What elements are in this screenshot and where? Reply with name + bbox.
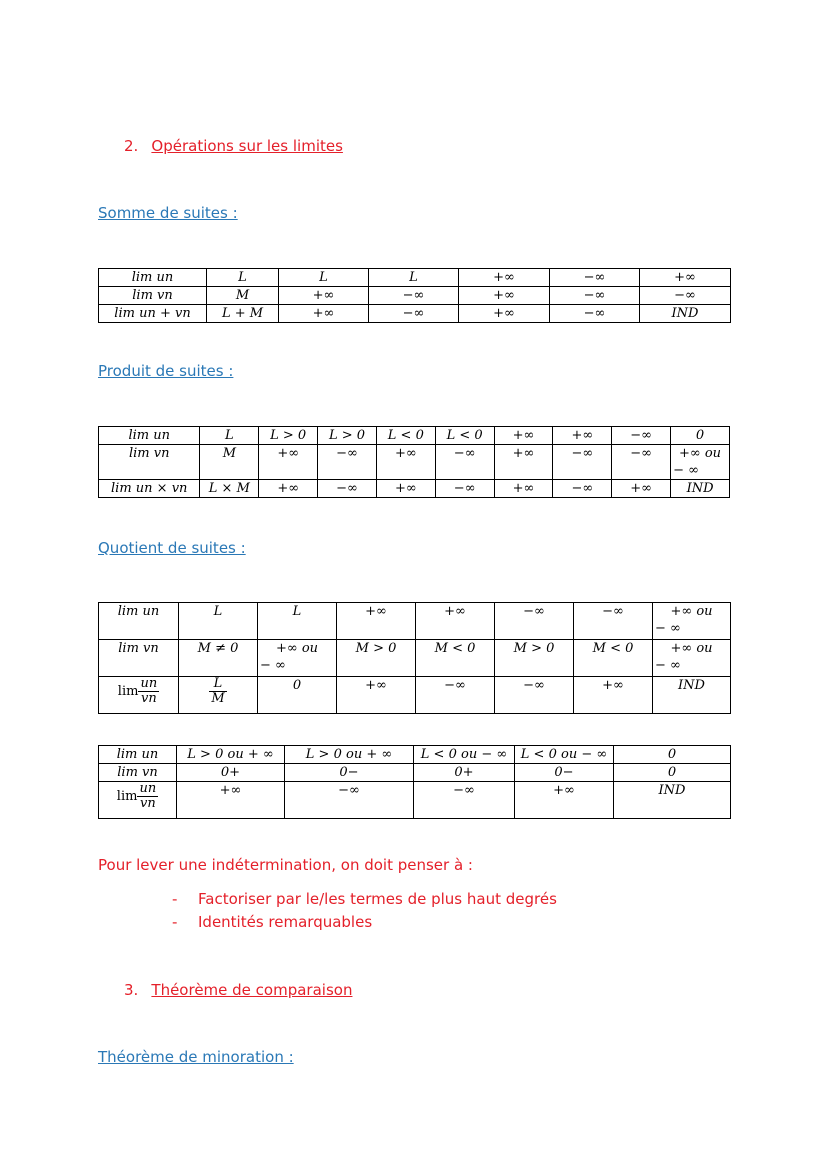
table-cell: −∞ xyxy=(416,677,495,714)
table-cell: −∞ xyxy=(369,287,459,305)
table-cell: −∞ xyxy=(414,782,515,819)
table-cell: −∞ xyxy=(495,677,574,714)
row-header-cell: lim $\frac{un}{vn}$ xyxy=(99,782,177,819)
indetermination-intro: Pour lever une indétermination, on doit penser à : xyxy=(98,856,473,874)
table-cell: L xyxy=(179,603,258,640)
quotient-heading: Quotient de suites : xyxy=(98,539,246,557)
row-lim-un xyxy=(99,427,730,445)
table-cell: L < 0 xyxy=(435,427,494,445)
table-cell: L < 0 xyxy=(376,427,435,445)
table-cell: +∞ xyxy=(259,480,318,498)
somme-heading: Somme de suites : xyxy=(98,204,238,222)
list-item xyxy=(172,913,557,936)
row-header-cell: lim un xyxy=(99,269,207,287)
row-lim-vn xyxy=(99,287,731,305)
table-cell: IND xyxy=(614,782,731,819)
row-lim-result xyxy=(99,480,730,498)
table-cell: L xyxy=(207,269,279,287)
row-lim-vn xyxy=(99,445,730,480)
table-cell: +∞ xyxy=(459,305,550,323)
row-header-cell: lim vn xyxy=(99,640,179,677)
bullet-dash: - xyxy=(172,890,178,908)
table-cell: +∞ xyxy=(494,445,553,480)
table-cell: 0 xyxy=(614,764,731,782)
table-cell: −∞ xyxy=(318,445,377,480)
table-cell: −∞ xyxy=(553,480,612,498)
table-cell: +∞ xyxy=(494,480,553,498)
table-cell: M < 0 xyxy=(416,640,495,677)
quotient-table-1 xyxy=(98,602,731,714)
table-cell: −∞ xyxy=(612,427,671,445)
table-cell: L xyxy=(200,427,259,445)
list-item-text: Factoriser par le/les termes de plus haut degrés xyxy=(198,890,557,908)
produit-table xyxy=(98,426,730,498)
table-cell: −∞ xyxy=(318,480,377,498)
table-cell: −∞ xyxy=(612,445,671,480)
table-cell: L > 0 ou + ∞ xyxy=(285,746,414,764)
row-header-cell: lim vn xyxy=(99,764,177,782)
row-lim-un xyxy=(99,603,731,640)
table-cell: +∞ xyxy=(279,305,369,323)
list-item xyxy=(172,890,557,913)
table-cell: +∞ ou − ∞ xyxy=(671,445,730,480)
section-3-heading xyxy=(124,980,352,999)
table-cell: L < 0 ou − ∞ xyxy=(515,746,614,764)
table-cell: −∞ xyxy=(435,480,494,498)
table-cell: M xyxy=(207,287,279,305)
fraction: $\frac{un}{vn}$ xyxy=(140,676,158,706)
table-cell: +∞ xyxy=(640,269,731,287)
table-cell: +∞ ou − ∞ xyxy=(653,603,731,640)
table-cell: +∞ xyxy=(376,445,435,480)
section-3-number: 3. xyxy=(124,981,139,999)
table-cell xyxy=(179,677,258,714)
table-cell: −∞ xyxy=(640,287,731,305)
fraction: $\frac{L}{M}$ xyxy=(211,676,225,706)
table-cell: −∞ xyxy=(285,782,414,819)
table-cell: 0− xyxy=(285,764,414,782)
table-cell: IND xyxy=(640,305,731,323)
table-cell: L > 0 xyxy=(259,427,318,445)
table-cell: −∞ xyxy=(550,269,640,287)
row-header-cell: lim un xyxy=(99,746,177,764)
table-cell: M xyxy=(200,445,259,480)
row-header-cell: lim $\frac{un}{vn}$ xyxy=(99,677,179,714)
table-cell: +∞ xyxy=(337,603,416,640)
table-cell: +∞ xyxy=(553,427,612,445)
table-cell: L × M xyxy=(200,480,259,498)
table-cell: +∞ xyxy=(459,269,550,287)
bullet-dash: - xyxy=(172,913,178,931)
row-lim-un xyxy=(99,746,731,764)
table-cell: 0 xyxy=(671,427,730,445)
row-lim-vn xyxy=(99,640,731,677)
row-lim-vn xyxy=(99,764,731,782)
table-cell: +∞ xyxy=(177,782,285,819)
list-item-text: Identités remarquables xyxy=(198,913,373,931)
table-cell: L xyxy=(279,269,369,287)
table-cell: −∞ xyxy=(553,445,612,480)
somme-table xyxy=(98,268,731,323)
fraction: $\frac{un}{vn}$ xyxy=(139,781,157,811)
table-cell: M < 0 xyxy=(574,640,653,677)
row-header-cell: lim un xyxy=(99,427,200,445)
table-cell: 0+ xyxy=(177,764,285,782)
table-cell: −∞ xyxy=(369,305,459,323)
table-cell: +∞ ou − ∞ xyxy=(258,640,337,677)
table-cell: −∞ xyxy=(435,445,494,480)
table-cell: L + M xyxy=(207,305,279,323)
table-cell: L > 0 xyxy=(318,427,377,445)
table-cell: −∞ xyxy=(574,603,653,640)
table-cell: IND xyxy=(671,480,730,498)
table-cell: +∞ ou − ∞ xyxy=(653,640,731,677)
table-cell: +∞ xyxy=(337,677,416,714)
section-3-title: Théorème de comparaison xyxy=(151,981,353,999)
table-cell: 0− xyxy=(515,764,614,782)
quotient-table-2 xyxy=(98,745,731,819)
table-cell: +∞ xyxy=(376,480,435,498)
produit-heading: Produit de suites : xyxy=(98,362,234,380)
table-cell: −∞ xyxy=(550,305,640,323)
table-cell: M > 0 xyxy=(337,640,416,677)
table-cell: M > 0 xyxy=(495,640,574,677)
table-cell: 0 xyxy=(258,677,337,714)
minoration-heading: Théorème de minoration : xyxy=(98,1048,294,1066)
table-cell: +∞ xyxy=(459,287,550,305)
table-cell: 0+ xyxy=(414,764,515,782)
row-lim-un xyxy=(99,269,731,287)
table-cell: 0 xyxy=(614,746,731,764)
indetermination-list xyxy=(172,890,557,936)
table-cell: −∞ xyxy=(495,603,574,640)
row-header-cell: lim un + vn xyxy=(99,305,207,323)
row-lim-result xyxy=(99,782,731,819)
row-header-cell: lim un × vn xyxy=(99,480,200,498)
table-cell: IND xyxy=(653,677,731,714)
section-2-number: 2. xyxy=(124,137,139,155)
table-cell: +∞ xyxy=(515,782,614,819)
table-cell: L > 0 ou + ∞ xyxy=(177,746,285,764)
table-cell: +∞ xyxy=(494,427,553,445)
table-cell: +∞ xyxy=(279,287,369,305)
row-lim-result xyxy=(99,305,731,323)
row-header-cell: lim un xyxy=(99,603,179,640)
table-cell: +∞ xyxy=(259,445,318,480)
table-cell: L < 0 ou − ∞ xyxy=(414,746,515,764)
row-header-cell: lim vn xyxy=(99,287,207,305)
table-cell: +∞ xyxy=(574,677,653,714)
section-2-heading xyxy=(124,136,343,155)
row-lim-result xyxy=(99,677,731,714)
table-cell: −∞ xyxy=(550,287,640,305)
table-cell: M ≠ 0 xyxy=(179,640,258,677)
section-2-title: Opérations sur les limites xyxy=(151,137,343,155)
table-cell: +∞ xyxy=(612,480,671,498)
table-cell: L xyxy=(258,603,337,640)
table-cell: L xyxy=(369,269,459,287)
table-cell: +∞ xyxy=(416,603,495,640)
row-header-cell: lim vn xyxy=(99,445,200,480)
